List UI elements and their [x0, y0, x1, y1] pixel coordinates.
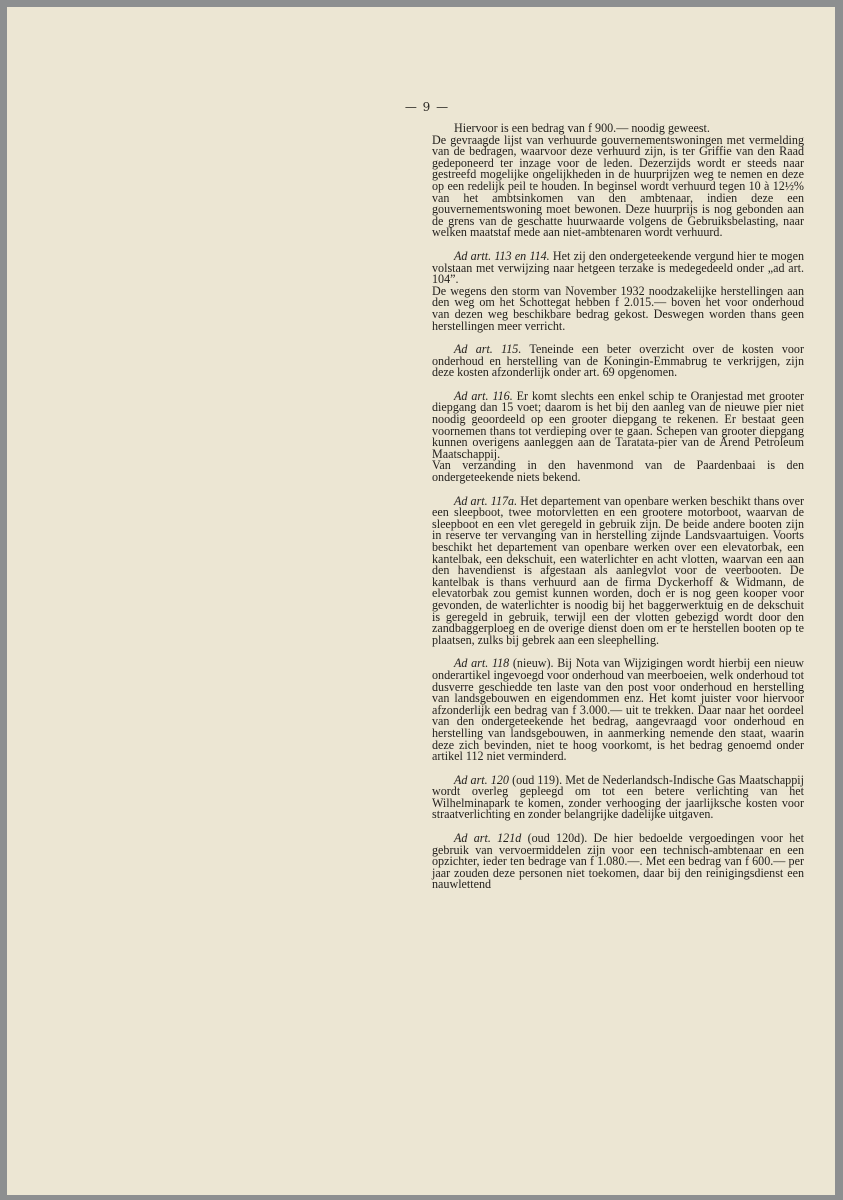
document-page [7, 7, 835, 1195]
article-reference: Ad art. 121d [454, 831, 522, 846]
paragraph-text: (nieuw). Bij Nota van Wijzigingen wordt hierbij een nieuw onderartikel ingevoegd voor onderhoud van meerboeien, welk onderhoud tot dusverre geschiedde ten laste van den post voor onderhoud en herstelling van landsgebouwen en eigendommen enz. Het komt juister voor hiervoor afzonderlijk een bedrag van f 3.000.— uit te trekken. Daar naar het oordeel van den ondergeteekende het bedrag, aangevraagd voor onderhoud en herstelling van landsgebouwen, in aanmerking nemende den staat, waarin deze zich bevinden, niet te hoog voorkomt, is het bedrag genoemd onder artikel 112 niet verminderd. [432, 656, 804, 764]
paragraph [432, 460, 804, 483]
paragraph-text: De gevraagde lijst van verhuurde gouvernementswoningen met vermelding van de bedragen, waarvoor deze verhuurd zijn, is ter Griffie van den Raad gedeponeerd ter inzage voor de leden. Dezerzijds wordt er steeds naar gestreefd mogelijke ongelijkheden in de huurprijzen weg te nemen en deze op een redelijk peil te houden. In beginsel wordt verhuurd tegen 10 à 12½% van het ambtsinkomen van den ambtenaar, indien deze een gouvernementswoning moet bewonen. Deze huurprijs is nog gebonden aan de grens van de geschatte huurwaarde volgens de Gebruiksbelasting, naar welken maatstaf mede aan niet-ambtenaren wordt verhuurd. [432, 132, 804, 240]
article-reference: Ad art. 120 [454, 772, 509, 787]
paragraph [432, 132, 804, 240]
paragraph [432, 283, 804, 333]
paragraph [432, 248, 804, 287]
paragraph [432, 833, 804, 891]
paragraph-text: Het zij den ondergeteekende vergund hier te mogen volstaan met verwijzing naar hetgeen terzake is medegedeeld onder „ad art. 104”. [432, 248, 804, 287]
body-text [432, 123, 804, 891]
paragraph-text: Van verzanding in den havenmond van de Paardenbaai is den ondergeteekende niets bekend. [432, 458, 804, 485]
paragraph-text: (oud 120d). De hier bedoelde vergoedingen voor het gebruik van vervoermiddelen zijn voor een technisch-ambtenaar en een opzichter, ieder ten bedrage van f 1.080.—. Met een bedrag van f 600.— per jaar zouden deze personen niet toekomen, daar bij den reinigingsdienst een nauwlettend [432, 831, 804, 892]
paragraph-text: Teneinde een beter overzicht over de kosten voor onderhoud en herstelling van de Koningin-Emmabrug te verkrijgen, zijn deze kosten afzonderlijk onder art. 69 opgenomen. [432, 342, 804, 380]
paragraph [432, 388, 804, 461]
article-reference: Ad artt. 113 en 114. [454, 248, 550, 263]
article-reference: Ad art. 116. [454, 388, 513, 403]
paragraph-text: De wegens den storm van November 1932 noodzakelijke herstellingen aan den weg om het Schottegat hebben f 2.015.— boven het voor onderhoud van dezen weg beschikbare bedrag gekost. Deswegen worden thans geen herstellingen meer verricht. [432, 283, 804, 333]
paragraph-text: Hiervoor is een bedrag van f 900.— noodig geweest. [454, 121, 710, 135]
article-reference: Ad art. 117a. [454, 493, 518, 508]
article-reference: Ad art. 115. [454, 342, 522, 357]
paragraph [432, 772, 804, 822]
paragraph-text: Er komt slechts een enkel schip te Oranjestad met grooter diepgang dan 15 voet; daarom is het bij den aanleg van de nieuwe pier niet noodig geoordeeld op een grooter diepgang te rekenen. Er bestaat geen voornemen thans tot verdieping over te gaan. Schepen van grooter diepgang kunnen overigens aanleggen aan de Taratata-pier van de Arend Petroleum Maatschappij. [432, 388, 804, 461]
paragraph [432, 658, 804, 762]
paragraph [432, 344, 804, 379]
paragraph [432, 493, 804, 647]
article-reference: Ad art. 118 [454, 656, 510, 671]
page-number: — 9 — [404, 100, 450, 114]
paragraph-text: Het departement van openbare werken beschikt thans over een sleepboot, twee motorvletten en een grootere motorboot, waarvan de sleepboot en een vlet geregeld in gebruik zijn. De beide andere booten zijn in reserve ter vervanging van in herstelling zijnde Landsvaartuigen. Voorts beschikt het departement van openbare werken over een elevatorbak, een kantelbak, een dekschuit, een waterlichter en acht vlotten, waarvan een aan den havendienst is afgestaan als aanlegvlot voor de veerbooten. De kantelbak is thans verhuurd aan de firma Dyckerhoff & Widmann, de elevatorbak zou gemist kunnen worden, doch er is nog geen kooper voor gevonden, de waterlichter is noodig bij het baggerwerktuig en de dekschuit is geregeld in gebruik, terwijl een der vlotten gebezigd wordt door den zandbaggerploeg en de overige dienst doen om er te herstellen booten op te plaatsen, zulks bij gebrek aan een sleephelling. [432, 493, 804, 647]
paragraph-text: (oud 119). Met de Nederlandsch-Indische Gas Maatschappij wordt overleg gepleegd om tot een betere verlichting van het Wilhelminapark te komen, zonder verhooging der jaarlijksche kosten voor straatverlichting en zonder belangrijke dadelijke uitgaven. [432, 772, 804, 822]
